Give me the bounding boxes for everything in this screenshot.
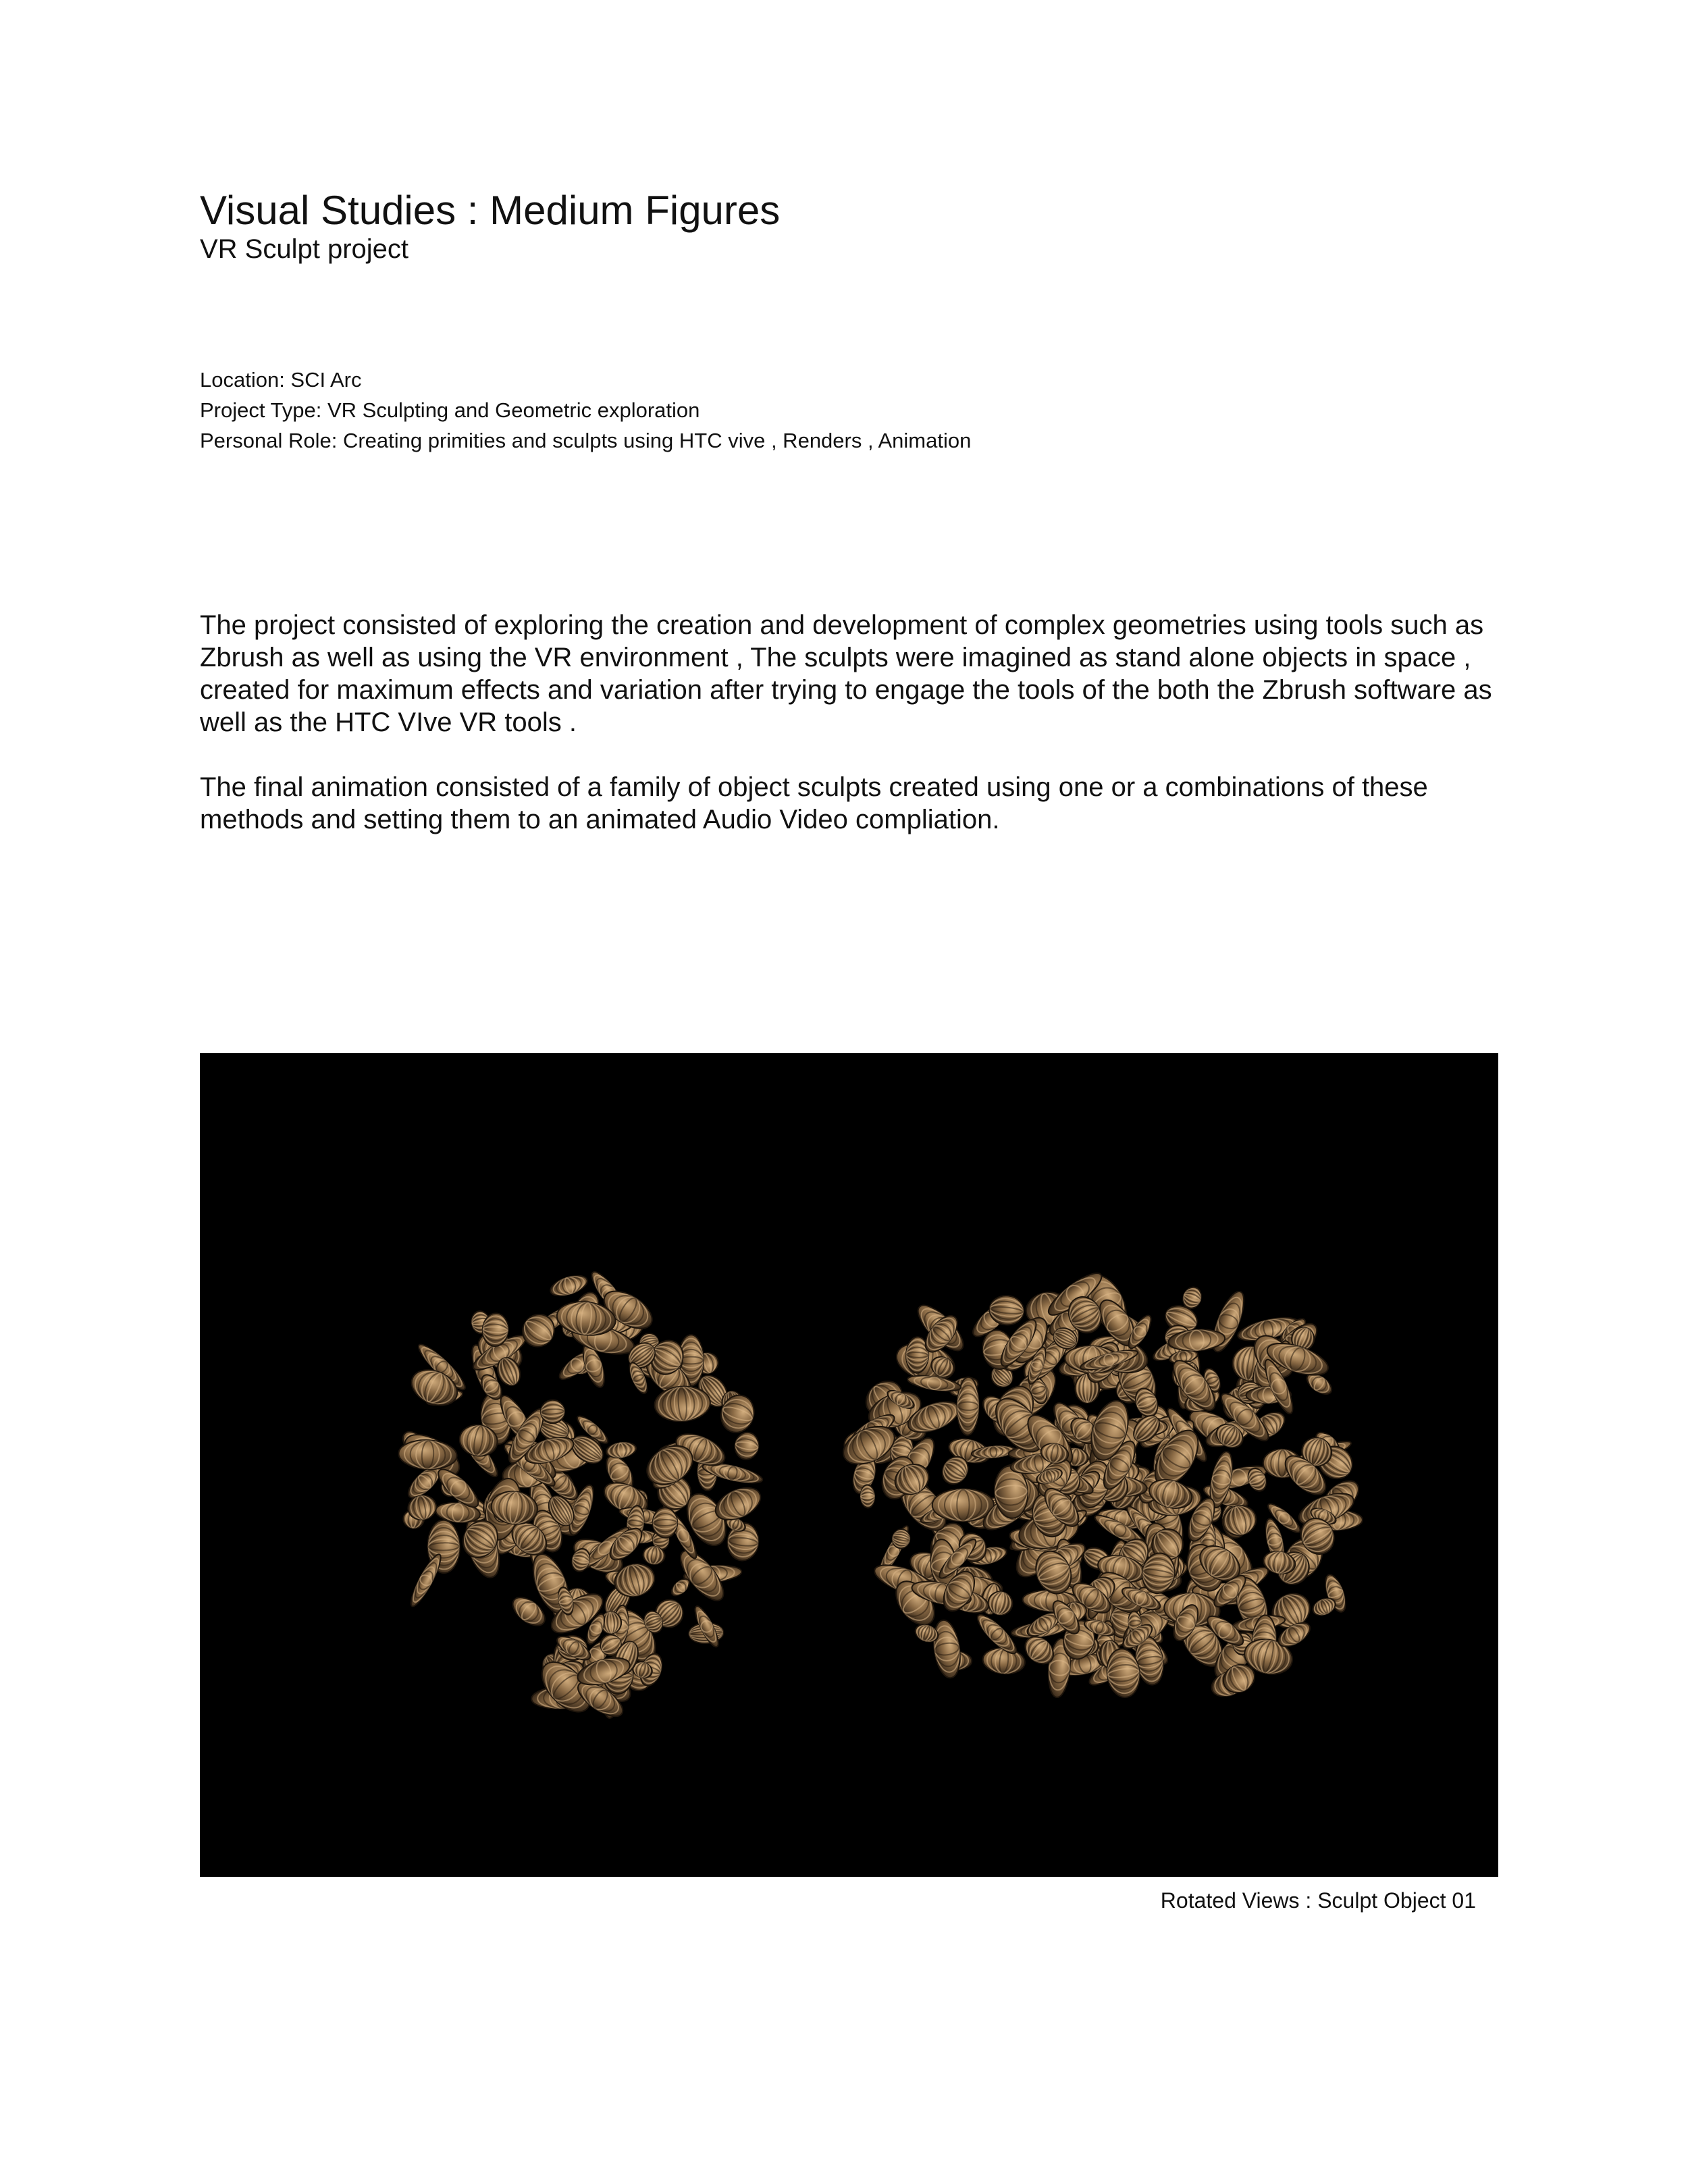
sculpt-view-1 bbox=[398, 1268, 765, 1723]
description-paragraph-2: The final animation consisted of a family of object sculpts created using one or a combinations of these methods and setting them to an animated Audio Video compliation. bbox=[200, 772, 1428, 834]
meta-personal-role: Personal Role: Creating primities and sculpts using HTC vive , Renders , Animation bbox=[200, 429, 972, 452]
project-meta bbox=[200, 365, 971, 456]
figure-caption: Rotated Views : Sculpt Object 01 bbox=[1160, 1888, 1476, 1913]
meta-project-type: Project Type: VR Sculpting and Geometric exploration bbox=[200, 398, 700, 422]
page-title: Visual Studies : Medium Figures bbox=[200, 188, 781, 233]
meta-location: Location: SCI Arc bbox=[200, 368, 362, 392]
sculpt-render-svg bbox=[200, 1053, 1498, 1877]
project-description bbox=[200, 609, 1496, 836]
description-paragraph-1: The project consisted of exploring the creation and development of complex geometries using tools such as Zbrush as well as using the VR environment , The sculpts were imagined as stand alone objects in space , created for maximum effects and variation after trying to engage the tools of the both the Zbrush software as well as the HTC VIve VR tools . bbox=[200, 610, 1492, 737]
sculpt-render-image bbox=[200, 1053, 1498, 1877]
page-subtitle: VR Sculpt project bbox=[200, 234, 409, 264]
